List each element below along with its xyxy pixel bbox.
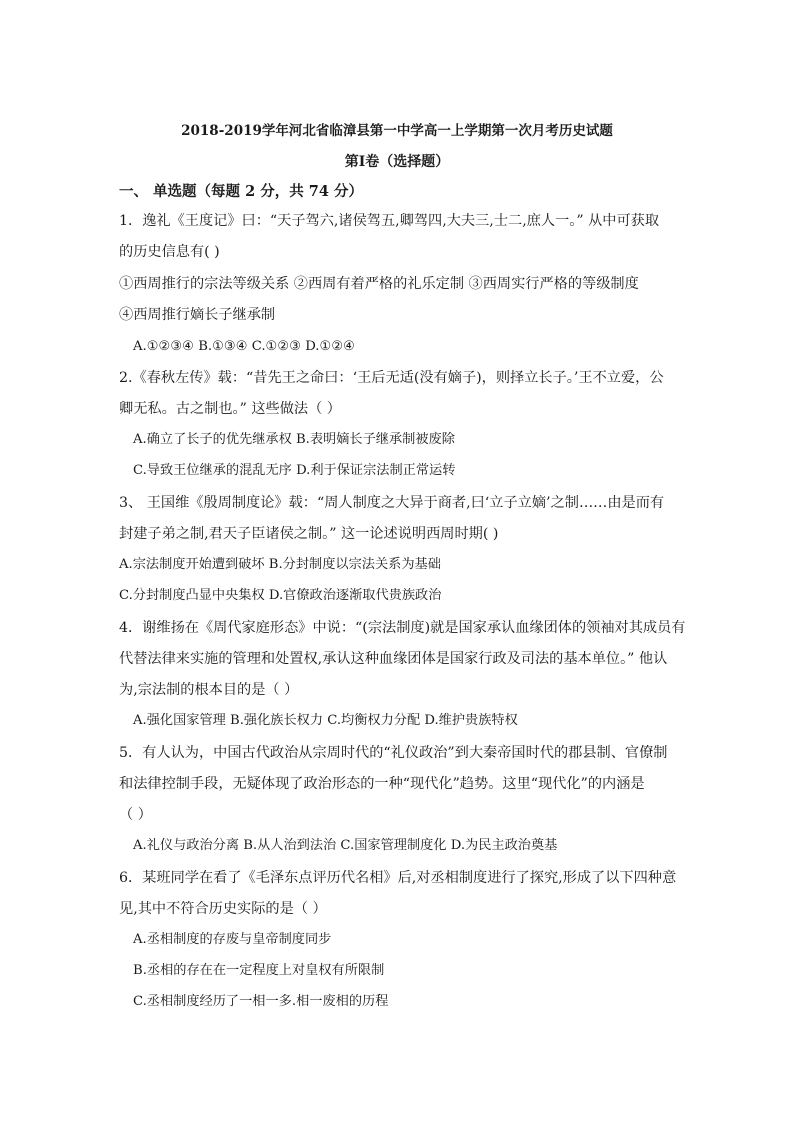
question-1-options: A.①②③④ B.①③④ C.①②③ D.①②④ [133, 339, 355, 354]
question-2-options-ab: A.确立了长子的优先继承权 B.表明嫡长子继承制被废除 [133, 432, 455, 447]
question-5-stem-line-3: （ ） [119, 807, 152, 823]
question-3-options-cd: C.分封制度凸显中央集权 D.官僚政治逐渐取代贵族政治 [119, 588, 442, 603]
question-6-option-a: A.丞相制度的存废与皇帝制度同步 [133, 932, 332, 947]
question-5-stem-line-1: 5．有人认为，中国古代政治从宗周时代的“礼仪政治”到大秦帝国时代的郡县制、官僚制 [119, 745, 668, 761]
document-subtitle: 第Ⅰ卷（选择题） [344, 154, 450, 170]
question-5-options: A.礼仪与政治分离 B.从人治到法治 C.国家管理制度化 D.为民主政治奠基 [133, 838, 558, 853]
question-1-stem-line-1: 1．逸礼《王度记》曰：“天子驾六,诸侯驾五,卿驾四,大夫三,士二,庶人一。” 从中可获取 [119, 213, 660, 229]
document-title: 2018-2019学年河北省临漳县第一中学高一上学期第一次月考历史试题 [181, 123, 613, 139]
question-1-stem-line-2: 的历史信息有( ) [119, 244, 220, 260]
question-4-options: A.强化国家管理 B.强化族长权力 C.均衡权力分配 D.维护贵族特权 [133, 713, 518, 728]
question-1-statements-line-2: ④西周推行嫡长子继承制 [119, 307, 276, 323]
question-4-stem-line-3: 为,宗法制的根本目的是（ ） [119, 682, 299, 698]
question-1-statements-line-1: ①西周推行的宗法等级关系 ②西周有着严格的礼乐定制 ③西周实行严格的等级制度 [119, 276, 639, 292]
question-3-stem-line-1: 3、 王国维《殷周制度论》载：“周人制度之大异于商者,曰‘立子立嫡’之制……由是而有 [119, 495, 665, 511]
question-6-stem-line-1: 6．某班同学在看了《毛泽东点评历代名相》后,对丞相制度进行了探究,形成了以下四种意 [119, 870, 677, 886]
question-5-stem-line-2: 和法律控制手段，无疑体现了政治形态的一种“现代化”趋势。这里“现代化”的内涵是 [119, 776, 645, 792]
question-4-stem-line-1: 4．谢维扬在《周代家庭形态》中说：“(宗法制度)就是国家承认血缘团体的领袖对其成员有 [119, 620, 686, 636]
question-3-stem-line-2: 封建子弟之制,君天子臣诸侯之制。” 这一论述说明西周时期( ) [119, 526, 499, 542]
question-2-options-cd: C.导致王位继承的混乱无序 D.利于保证宗法制正常运转 [133, 463, 456, 478]
section-heading: 一、 单选题（每题 2 分，共 74 分） [119, 183, 364, 200]
question-4-stem-line-2: 代替法律来实施的管理和处置权,承认这种血缘团体是国家行政及司法的基本单位。” 他认 [119, 651, 668, 667]
question-2-stem-line-1: 2.《春秋左传》载：“昔先王之命曰：‘王后无适(没有嫡子)，则择立长子。’王不立爱，公 [119, 370, 664, 386]
question-6-option-c: C.丞相制度经历了一相一多.相一废相的历程 [133, 994, 389, 1009]
question-6-option-b: B.丞相的存在在一定程度上对皇权有所限制 [133, 963, 385, 978]
question-3-options-ab: A.宗法制度开始遭到破坏 B.分封制度以宗法关系为基础 [119, 557, 441, 572]
question-6-stem-line-2: 见,其中不符合历史实际的是（ ） [119, 901, 327, 917]
question-2-stem-line-2: 卿无私。古之制也。” 这些做法（ ） [119, 401, 341, 417]
